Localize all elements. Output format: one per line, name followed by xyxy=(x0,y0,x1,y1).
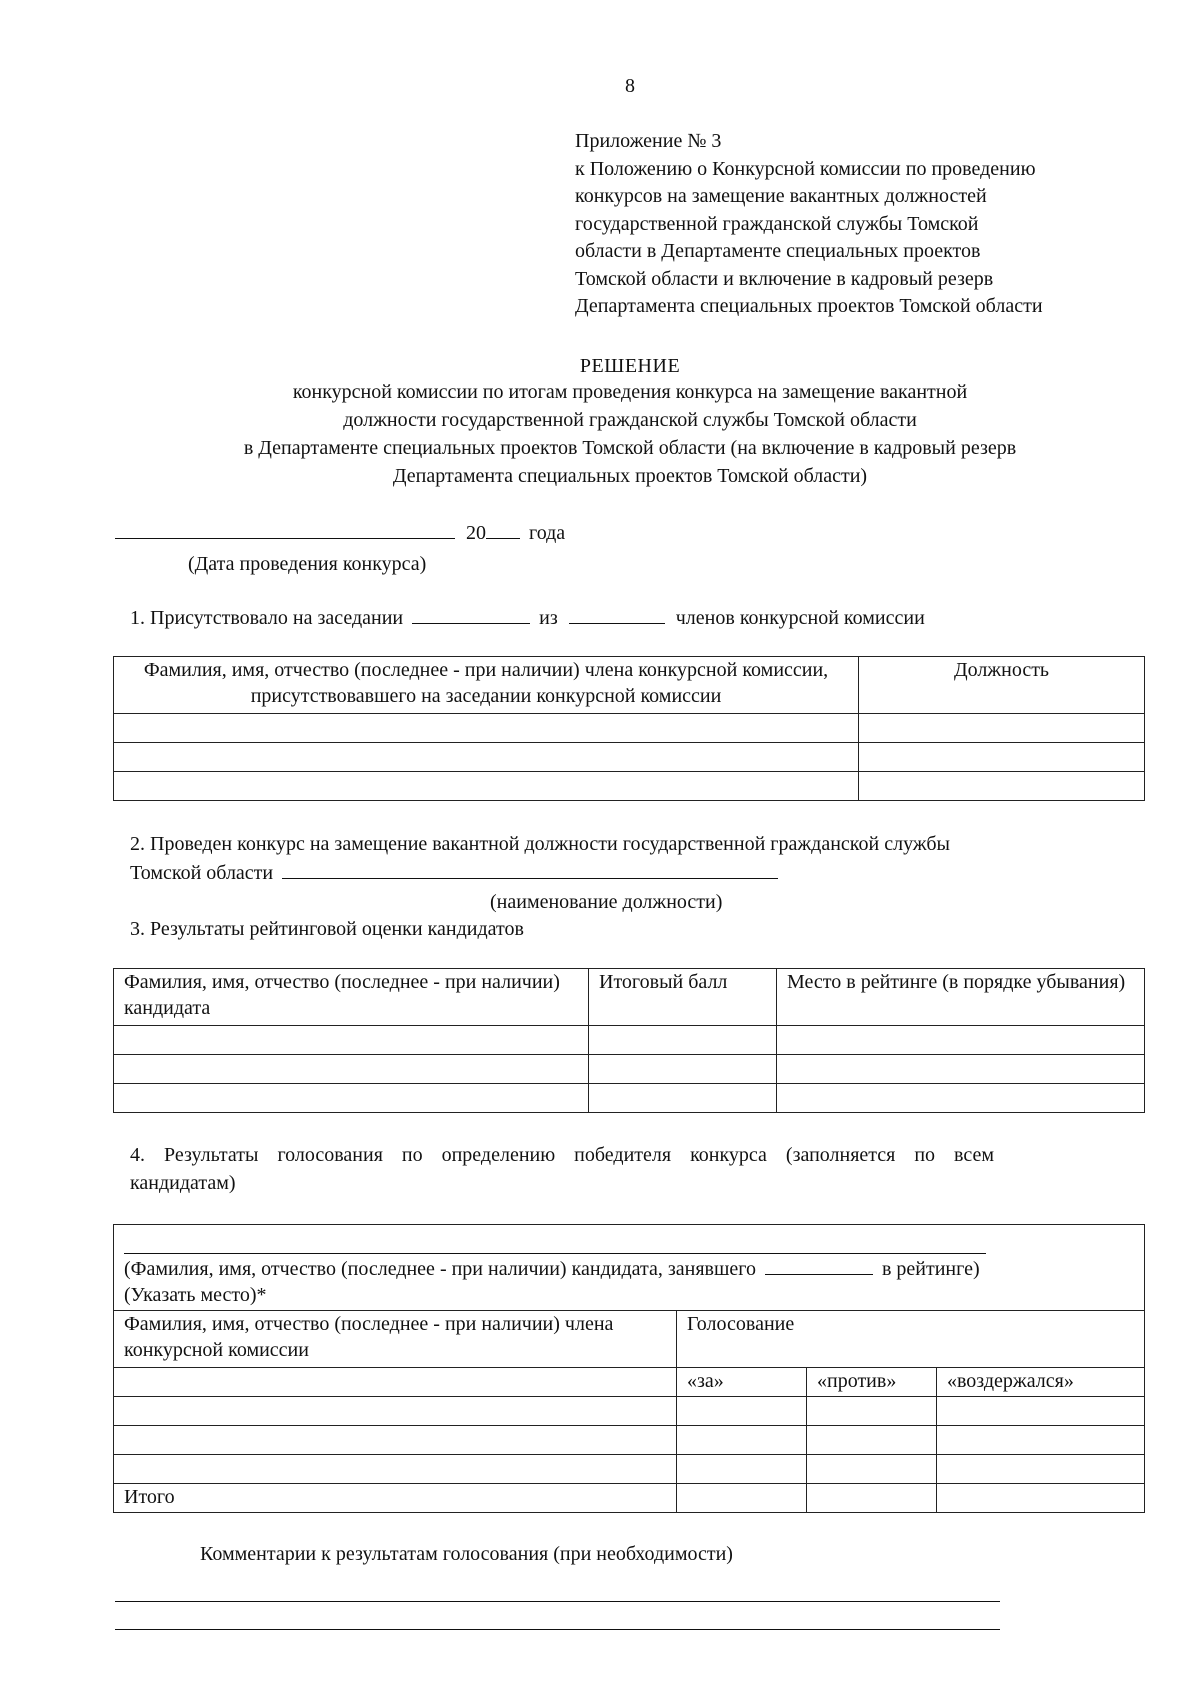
attendance-blank[interactable] xyxy=(412,603,530,624)
appendix-header xyxy=(575,128,1195,321)
appendix-line: Департамента специальных проектов Томской области xyxy=(575,295,1043,317)
table-cell[interactable] xyxy=(807,1484,937,1513)
rating-header-score: Итоговый балл xyxy=(589,969,777,1026)
rating-header-name: Фамилия, имя, отчество (последнее - при наличии) кандидата xyxy=(114,969,589,1026)
table-cell[interactable] xyxy=(114,1368,677,1397)
table-cell[interactable] xyxy=(114,1084,589,1113)
rating-table xyxy=(113,968,1145,1113)
vote-abstain-header: «воздержался» xyxy=(937,1368,1145,1397)
table-cell[interactable] xyxy=(937,1455,1145,1484)
table-row xyxy=(114,1084,1145,1113)
appendix-line: области в Департаменте специальных проектов xyxy=(575,240,981,262)
section2-line2: Томской области xyxy=(130,862,274,884)
section3-text: 3. Результаты рейтинговой оценки кандидатов xyxy=(130,918,524,940)
comments-label: Комментарии к результатам голосования (при необходимости) xyxy=(200,1543,733,1565)
table-cell[interactable] xyxy=(937,1484,1145,1513)
table-row xyxy=(114,1026,1145,1055)
voting-header: Голосование xyxy=(677,1311,1145,1368)
candidate-caption: (Фамилия, имя, отчество (последнее - при наличии) кандидата, занявшего xyxy=(124,1258,756,1280)
appendix-line: конкурсов на замещение вакантных должностей xyxy=(575,185,987,207)
section2-line1: 2. Проведен конкурс на замещение вакантной должности государственной гражданской службы xyxy=(130,833,950,855)
page-number: 8 xyxy=(625,75,635,97)
table-row xyxy=(114,1455,1145,1484)
table-cell[interactable] xyxy=(777,1084,1145,1113)
appendix-line: Приложение № 3 xyxy=(575,130,722,152)
table-cell[interactable] xyxy=(937,1397,1145,1426)
table-cell[interactable] xyxy=(114,1426,677,1455)
table-row xyxy=(114,1055,1145,1084)
table-cell[interactable] xyxy=(777,1055,1145,1084)
section1-text-start: 1. Присутствовало на заседании xyxy=(130,607,404,629)
position-caption: (наименование должности) xyxy=(490,891,723,913)
table-cell[interactable] xyxy=(114,1455,677,1484)
subtitle-line: должности государственной гражданской службы Томской области xyxy=(343,409,917,431)
position-name-blank[interactable] xyxy=(282,858,778,879)
candidate-caption-end: в рейтинге) xyxy=(881,1258,980,1280)
table-cell[interactable] xyxy=(859,772,1145,801)
appendix-line: к Положению о Конкурсной комиссии по проведению xyxy=(575,157,1036,180)
members-total-blank[interactable] xyxy=(569,603,665,624)
table-cell[interactable] xyxy=(114,1055,589,1084)
table-cell[interactable] xyxy=(114,1026,589,1055)
table-cell[interactable] xyxy=(677,1484,807,1513)
document-title: РЕШЕНИЕ xyxy=(579,355,681,377)
comment-line-2[interactable] xyxy=(115,1629,1000,1630)
subtitle-line: в Департаменте специальных проектов Томской области (на включение в кадровый резерв xyxy=(243,437,1017,459)
table-cell[interactable] xyxy=(807,1426,937,1455)
section2-line2-wrap xyxy=(130,858,778,887)
section4-text-line2: кандидатам) xyxy=(130,1172,236,1194)
comment-line-1[interactable] xyxy=(115,1601,1000,1602)
attendance-header-name: Фамилия, имя, отчество (последнее - при наличии) члена конкурсной комиссии, присутствовавшего на заседании конкурсной комиссии xyxy=(114,657,859,714)
section1-text-mid: из xyxy=(539,607,558,629)
vote-for-header: «за» xyxy=(677,1368,807,1397)
rating-header-place: Место в рейтинге (в порядке убывания) xyxy=(777,969,1145,1026)
date-line xyxy=(115,518,565,547)
attendance-header-position: Должность xyxy=(859,657,1145,714)
year-blank[interactable] xyxy=(486,518,520,539)
table-cell[interactable] xyxy=(114,743,859,772)
attendance-table xyxy=(113,656,1145,801)
table-cell[interactable] xyxy=(677,1397,807,1426)
table-row xyxy=(114,772,1145,801)
year-suffix: года xyxy=(529,522,566,544)
table-cell[interactable] xyxy=(114,714,859,743)
place-note: (Указать место)* xyxy=(124,1284,267,1306)
document-subtitle xyxy=(120,378,1140,490)
table-cell[interactable] xyxy=(937,1426,1145,1455)
table-cell[interactable] xyxy=(114,1397,677,1426)
table-row xyxy=(114,743,1145,772)
table-cell[interactable] xyxy=(677,1426,807,1455)
table-cell[interactable] xyxy=(859,714,1145,743)
table-cell[interactable] xyxy=(677,1455,807,1484)
table-cell[interactable] xyxy=(589,1084,777,1113)
year-prefix: 20 xyxy=(466,522,486,544)
table-cell[interactable] xyxy=(807,1397,937,1426)
table-cell[interactable] xyxy=(589,1026,777,1055)
table-cell[interactable] xyxy=(807,1455,937,1484)
table-row xyxy=(114,714,1145,743)
candidate-name-blank[interactable] xyxy=(124,1229,986,1254)
section2-text xyxy=(130,830,1145,858)
date-blank[interactable] xyxy=(115,518,455,539)
table-cell[interactable] xyxy=(589,1055,777,1084)
table-cell[interactable] xyxy=(114,772,859,801)
voting-member-header: Фамилия, имя, отчество (последнее - при наличии) члена конкурсной комиссии xyxy=(114,1311,677,1368)
table-cell[interactable] xyxy=(859,743,1145,772)
vote-against-header: «против» xyxy=(807,1368,937,1397)
place-blank[interactable] xyxy=(765,1254,873,1275)
table-row xyxy=(114,1426,1145,1455)
table-cell[interactable] xyxy=(777,1026,1145,1055)
appendix-line: Томской области и включение в кадровый резерв xyxy=(575,267,994,290)
total-label: Итого xyxy=(114,1484,677,1513)
voting-table xyxy=(113,1224,1145,1513)
candidate-cell xyxy=(114,1225,1145,1311)
section4-text: 4. Результаты голосования по определению победителя конкурса (заполняется по всем xyxy=(130,1144,995,1166)
date-caption: (Дата проведения конкурса) xyxy=(188,553,427,575)
table-row xyxy=(114,1397,1145,1426)
appendix-line: государственной гражданской службы Томской xyxy=(575,212,979,235)
subtitle-line: конкурсной комиссии по итогам проведения конкурса на замещение вакантной xyxy=(292,381,968,403)
section1-text xyxy=(130,603,925,632)
section1-text-end: членов конкурсной комиссии xyxy=(675,607,925,629)
subtitle-line: Департамента специальных проектов Томской области) xyxy=(392,465,868,487)
